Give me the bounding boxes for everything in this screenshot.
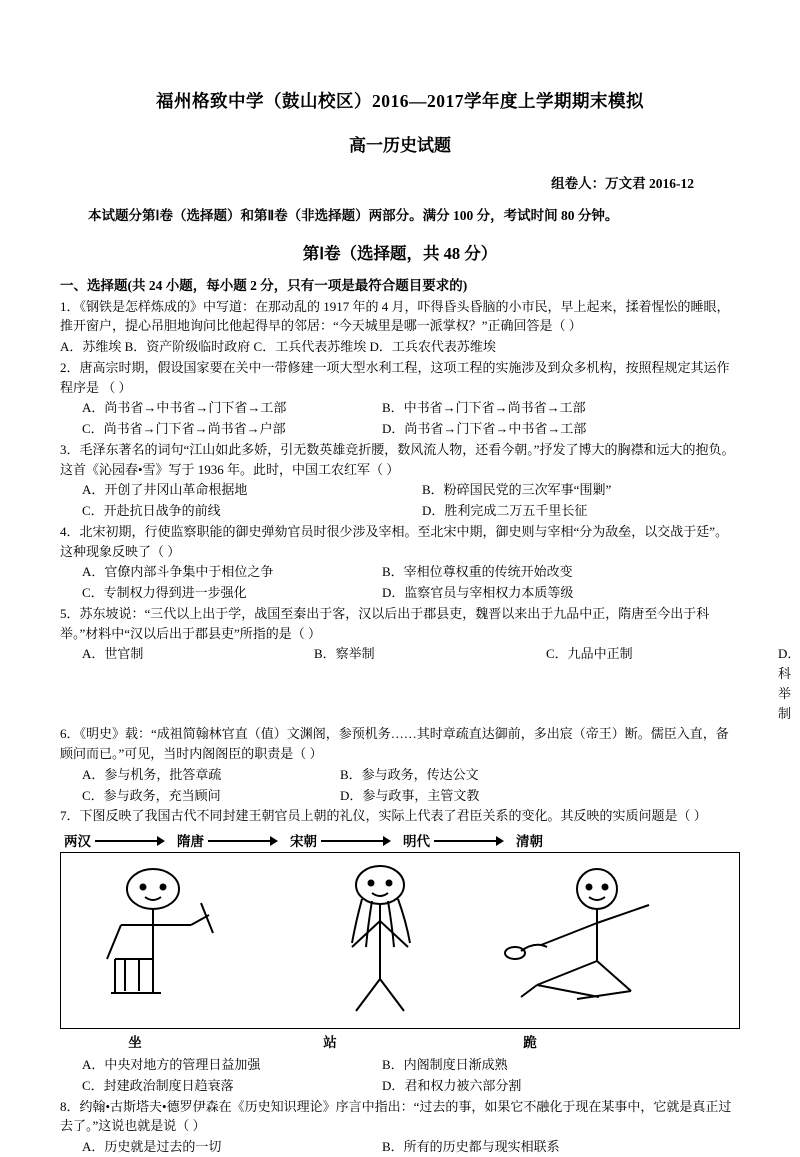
option-b: B．宰相位尊权重的传统开始改变 (382, 564, 573, 580)
caption-sit: 坐 (128, 1035, 142, 1051)
question-options (60, 1055, 740, 1075)
option-a: A．尚书省→中书省→门下省→工部 (82, 400, 287, 416)
question-stem: 5．苏东坡说：“三代以上出于学，战国至秦出于客，汉以后出于郡县吏，魏晋以来出于九品中正，隋唐至今出于科举。”材料中“汉以后出于郡县吏”所指的是（ ） (60, 605, 710, 641)
arrow-icon (434, 835, 512, 845)
option-b: B．粉碎国民党的三次军事“围剿” (422, 482, 612, 498)
option-b: B．察举制 (314, 646, 375, 662)
option-b: B．所有的历史都与现实相联系 (382, 1139, 560, 1155)
question-stem: 8．约翰•古斯塔夫•德罗伊森在《历史知识理论》序言中指出：“过去的事，如果它不融化于现在某事中，它就是真正过去了。”这说也就是说（ ） (60, 1098, 732, 1134)
option-d: D．胜利完成二万五千里长征 (422, 503, 588, 519)
figure-captions (60, 1031, 740, 1051)
arrow-icon (208, 835, 286, 845)
option-line: A．苏维埃 B．资产阶级临时政府 C．工兵代表苏维埃 D．工兵农代表苏维埃 (60, 339, 496, 355)
option-c: C．尚书省→门下省→尚书省→户部 (82, 421, 286, 437)
option-a: A．参与机务，批答章疏 (82, 766, 222, 782)
option-a: A．历史就是过去的一切 (82, 1139, 222, 1155)
question-options (60, 562, 740, 582)
question-stem: 4．北宋初期，行使监察职能的御史弹劾官员时很少涉及宰相。至北宋中期，御史则与宰相“分为敌垒，以交战于廷”。这种现象反映了（ ） (60, 523, 729, 559)
question-stem: 3．毛泽东著名的词句“江山如此多娇，引无数英雄竞折腰，数风流人物，还看今朝。”抒发了博大的胸襟和远大的抱负。这首《沁园春•雪》写于 1936 年。此时，中国工农红军（ ） (60, 441, 735, 477)
dynasty-label-song: 宋朝 (290, 834, 317, 850)
question-stem: 1．《钢铁是怎样炼成的》中写道：在那动乱的 1917 年的 4 月，吓得昏头昏脑的小市民，早上起来，揉着惺忪的睡眼，推开窗户，提心吊胆地询问比他起得早的邻居：“今天城里是哪一派掌权？”正确回答是（ ） (60, 298, 730, 334)
question-stem: 7．下图反映了我国古代不同封建王朝官员上朝的礼仪，实际上代表了君臣关系的变化。其反映的实质问题是（ ） (60, 808, 707, 824)
question-options (60, 1076, 740, 1096)
dynasty-ritual-figure (60, 830, 740, 1051)
option-d: D．尚书省→门下省→中书省→工部 (382, 421, 587, 437)
question-options (60, 398, 740, 418)
question-stem: 2．唐高宗时期，假设国家要在关中一带修建一项大型水利工程，这项工程的实施涉及到众多机构，按照程规定其运作程序是 （ ） (60, 359, 730, 395)
question-options (60, 765, 740, 785)
option-a: A．开创了井冈山革命根据地 (82, 482, 248, 498)
exam-instruction: 本试题分第Ⅰ卷（选择题）和第Ⅱ卷（非选择题）两部分。满分 100 分，考试时间 80 分钟。 (88, 208, 619, 223)
standing-person-icon (316, 861, 466, 1026)
dynasty-label-suitang: 隋唐 (177, 834, 204, 850)
option-b: B．内阁制度日渐成熟 (382, 1057, 508, 1073)
sitting-person-icon (81, 863, 261, 1023)
arrow-icon (321, 835, 399, 845)
dynasty-label-han: 两汉 (64, 834, 91, 850)
part-heading: 一、选择题(共 24 小题，每小题 2 分，只有一项是最符合题目要求的) (60, 277, 468, 293)
paper-maker: 组卷人：万文君 2016-12 (551, 176, 694, 191)
page-subtitle: 高一历史试题 (349, 136, 451, 155)
figure-box (60, 852, 740, 1029)
dynasty-flow (60, 830, 740, 850)
option-c: C．参与政务，充当顾问 (82, 787, 221, 803)
question-options (60, 419, 740, 439)
question-stem: 6．《明史》载：“成祖简翰林官直（值）文渊阁，参预机务……其时章疏直达御前，多出宸（帝王）断。儒臣入直，备顾问而已。”可见，当时内阁阁臣的职责是（ ） (60, 726, 729, 762)
option-c: C．封建政治制度日趋衰落 (82, 1077, 234, 1093)
kneeling-person-icon (481, 865, 691, 1025)
arrow-icon (95, 835, 173, 845)
option-d: D．监察官员与宰相权力本质等级 (382, 585, 574, 601)
option-c: C．九品中正制 (546, 646, 633, 662)
option-a: A．官僚内部斗争集中于相位之争 (82, 564, 274, 580)
question-options (60, 480, 740, 500)
option-a: A．世官制 (82, 646, 144, 662)
caption-kneel: 跪 (523, 1035, 537, 1051)
question-options (60, 644, 800, 723)
option-b: B．参与政务，传达公文 (340, 766, 479, 782)
option-d: D．参与政事，主管文教 (340, 787, 480, 803)
question-options (60, 337, 740, 357)
option-b: B．中书省→门下省→尚书省→工部 (382, 400, 586, 416)
option-d: D．君和权力被六部分割 (382, 1077, 522, 1093)
option-c: C．开赴抗日战争的前线 (82, 503, 221, 519)
dynasty-label-qing: 清朝 (516, 834, 543, 850)
option-c: C．专制权力得到进一步强化 (82, 585, 247, 601)
question-options (60, 501, 740, 521)
section-title: 第Ⅰ卷（选择题，共 48 分） (302, 243, 498, 263)
question-options (60, 583, 740, 603)
question-options (60, 786, 740, 806)
page-title: 福州格致中学（鼓山校区）2016—2017学年度上学期期末模拟 (156, 91, 644, 111)
option-d: D．科举制 (778, 646, 800, 721)
option-a: A．中央对地方的管理日益加强 (82, 1057, 261, 1073)
dynasty-label-ming: 明代 (403, 834, 430, 850)
question-options (60, 1137, 740, 1157)
caption-stand: 站 (323, 1035, 337, 1051)
